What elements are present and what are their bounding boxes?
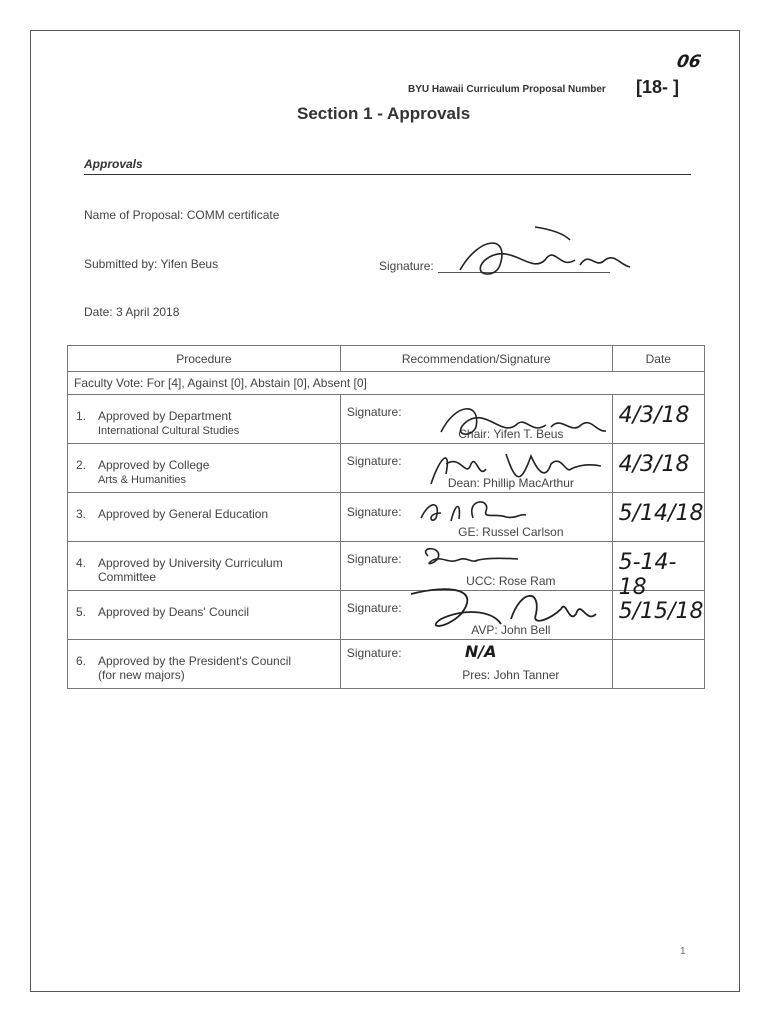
signature-mark	[411, 493, 531, 527]
page-mark: 1	[680, 946, 686, 957]
not-applicable-mark: N/A	[464, 642, 497, 661]
faculty-vote: Faculty Vote: For [4], Against [0], Abstain [0], Absent [0]	[68, 372, 613, 395]
signer-name: Chair: Yifen T. Beus	[458, 427, 564, 441]
signer-name: Pres: John Tanner	[462, 668, 560, 682]
proposal-number-label: BYU Hawaii Curriculum Proposal Number	[408, 84, 606, 95]
proposal-date: Date: 3 April 2018	[84, 305, 180, 319]
approval-date: 4/3/18	[618, 403, 690, 428]
table-row: 2. Approved by College Arts & Humanities Signature: Dean: Phillip MacArthur 4/3/18	[68, 444, 705, 493]
approval-date: 5/15/18	[618, 599, 704, 624]
proposal-number: [18- ]	[636, 77, 680, 97]
signature-line	[438, 272, 610, 273]
table-row: 3. Approved by General Education Signature: GE: Russel Carlson 5/14/18	[68, 493, 705, 542]
approval-date: 5-14-18	[618, 550, 677, 600]
submitter-signature-label: Signature:	[379, 259, 434, 273]
header-recommendation: Recommendation/Signature	[340, 346, 612, 372]
table-row: 4. Approved by University Curriculum Committee Signature: UCC: Rose Ram 5-14-18	[68, 542, 705, 591]
approval-date: 4/3/18	[618, 452, 690, 477]
approval-date: 5/14/18	[618, 501, 704, 526]
proposal-name: Name of Proposal: COMM certificate	[84, 208, 280, 222]
approvals-table	[67, 345, 705, 689]
table-row: 1. Approved by Department International Cultural Studies Signature: Chair: Yifen T. Beus 4/3/18	[68, 395, 705, 444]
signer-name: GE: Russel Carlson	[458, 525, 564, 539]
table-row: 5. Approved by Deans' Council Signature: AVP: John Bell 5/15/18	[68, 591, 705, 640]
signature-mark	[413, 544, 523, 572]
signer-name: UCC: Rose Ram	[466, 574, 556, 588]
submitted-by: Submitted by: Yifen Beus	[84, 257, 219, 271]
procedure-text: Approved by Department	[98, 409, 232, 423]
table-row: 6. Approved by the President's Council (for new majors) Signature: N/A Pres: John Tanner	[68, 640, 705, 689]
header-date: Date	[612, 346, 704, 372]
page-title: Section 1 - Approvals	[297, 104, 471, 123]
header-procedure: Procedure	[68, 346, 341, 372]
signer-name: Dean: Phillip MacArthur	[447, 476, 574, 490]
heading-rule	[84, 174, 691, 175]
approvals-heading: Approvals	[84, 157, 143, 171]
handwritten-proposal-number: 06	[675, 52, 703, 72]
signer-name: AVP: John Bell	[471, 623, 551, 637]
